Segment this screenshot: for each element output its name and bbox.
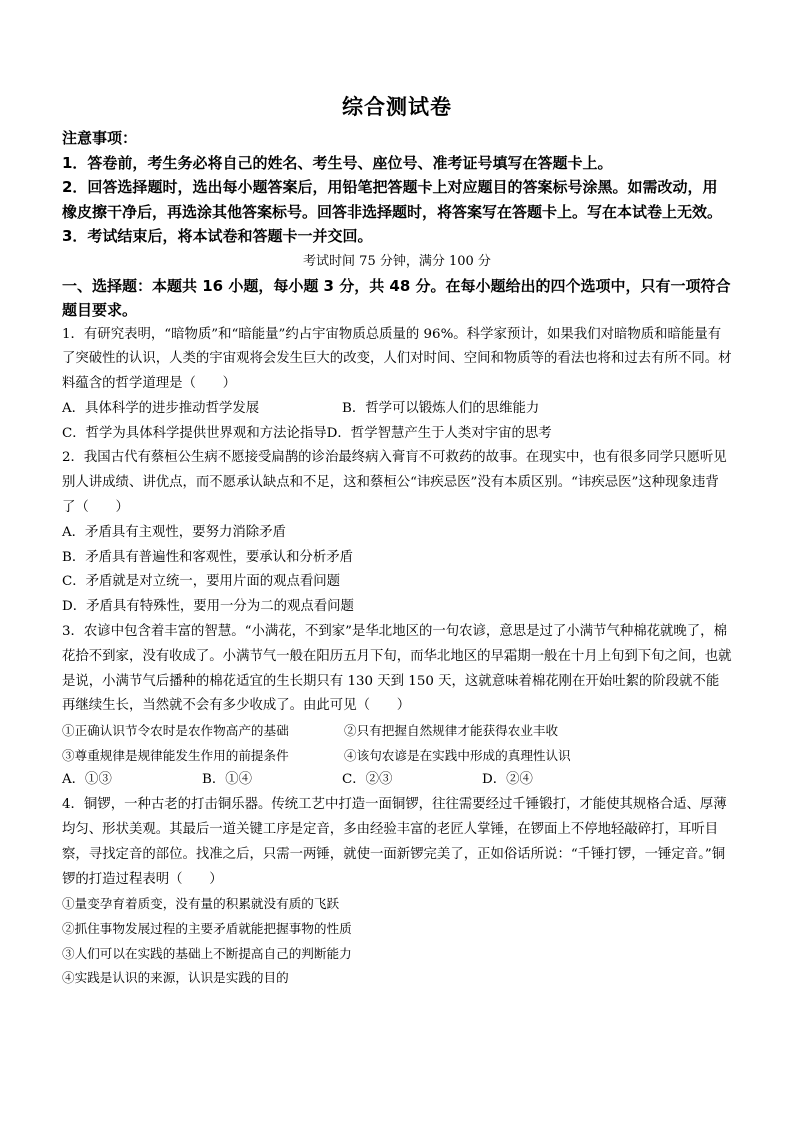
statement-3: ③尊重规律是规律能发生作用的前提条件 bbox=[62, 747, 289, 763]
option-c: C．哲学为具体科学提供世界观和方法论指导 bbox=[62, 425, 327, 441]
option-c: C．②③ bbox=[342, 772, 393, 788]
exam-page bbox=[62, 92, 732, 991]
option-d: D．矛盾具有特殊性，要用一分为二的观点看问题 bbox=[62, 599, 354, 615]
question-stem: 3．农谚中包含着丰富的智慧。“小满花，不到家”是华北地区的一句农谚，意思是过了小满节气种棉花就晚了，棉花拾不到家，没有收成了。小满节气一般在阳历五月下旬，而华北地区的早霜期一般在十月上旬到下旬之间，也就是说，小满节气后播种的棉花适宜的生长期只有 130 天到 150 天，这就意味着棉花刚在开始吐絮的阶段就不能再继续生长，当然就不会有多少收成了。由此可见（ ） bbox=[62, 624, 732, 714]
notice-section bbox=[62, 126, 732, 249]
option-row bbox=[62, 768, 732, 793]
option-a: A．具体科学的进步推动哲学发展 bbox=[62, 400, 260, 416]
question-1 bbox=[62, 323, 732, 447]
option-d: D．②④ bbox=[482, 772, 533, 788]
statement-4: ④实践是认识的来源，认识是实践的目的 bbox=[62, 970, 289, 986]
question-stem: 2．我国古代有蔡桓公生病不愿接受扁鹊的诊治最终病入膏肓不可救药的故事。在现实中，也有很多同学只愿听见别人讲成绩、讲优点，而不愿承认缺点和不足，这和蔡桓公“讳疾忌医”没有本质区别。“讳疾忌医”这种现象违背了（ ） bbox=[62, 450, 727, 516]
question-stem: 4．铜锣，一种古老的打击铜乐器。传统工艺中打造一面铜锣，往往需要经过千锤锻打，才能使其规格合适、厚薄均匀、形状美观。其最后一道关键工序是定音，多由经验丰富的老匠人掌锤，在锣面上不停地轻敲碎打，耳听目察，寻找定音的部位。找准之后，只需一两锤，就使一面新锣完美了，正如俗话所说：“千锤打锣，一锤定音。”铜锣的打造过程表明（ ） bbox=[62, 797, 727, 887]
question-4 bbox=[62, 793, 732, 991]
section-heading: 一、选择题：本题共 16 小题，每小题 3 分，共 48 分。在每小题给出的四个选项中，只有一项符合题目要求。 bbox=[62, 276, 731, 319]
option-row bbox=[62, 422, 732, 447]
page-title: 综合测试卷 bbox=[342, 95, 452, 119]
option-b: B．①④ bbox=[202, 772, 253, 788]
question-3 bbox=[62, 620, 732, 793]
statement-row bbox=[62, 744, 732, 769]
option-b: B．矛盾具有普遍性和客观性，要承认和分析矛盾 bbox=[62, 549, 354, 565]
statement-2: ②只有把握自然规律才能获得农业丰收 bbox=[344, 723, 559, 739]
option-a: A．①③ bbox=[62, 772, 112, 788]
statement-3: ③人们可以在实践的基础上不断提高自己的判断能力 bbox=[62, 945, 352, 961]
exam-info: 考试时间 75 分钟，满分 100 分 bbox=[303, 253, 491, 269]
notice-heading: 注意事项： bbox=[62, 129, 138, 147]
notice-item: 1．答卷前，考生务必将自己的姓名、考生号、座位号、准考证号填写在答题卡上。 bbox=[62, 153, 613, 172]
statement-1: ①正确认识节令农时是农作物高产的基础 bbox=[62, 723, 289, 739]
statement-1: ①量变孕育着质变，没有量的积累就没有质的飞跃 bbox=[62, 896, 340, 912]
statement-row bbox=[62, 719, 732, 744]
notice-item: 2．回答选择题时，选出每小题答案后，用铅笔把答题卡上对应题目的答案标号涂黑。如需改动，用橡皮擦干净后，再选涂其他答案标号。回答非选择题时，将答案写在答题卡上。写在本试卷上无效。 bbox=[62, 178, 723, 221]
notice-item: 3．考试结束后，将本试卷和答题卡一并交回。 bbox=[62, 227, 373, 245]
option-row bbox=[62, 397, 732, 422]
option-d: D．哲学智慧产生于人类对宇宙的思考 bbox=[326, 425, 552, 441]
option-b: B．哲学可以锻炼人们的思维能力 bbox=[342, 400, 540, 416]
option-c: C．矛盾就是对立统一，要用片面的观点看问题 bbox=[62, 574, 341, 590]
question-2 bbox=[62, 446, 732, 620]
option-a: A．矛盾具有主观性，要努力消除矛盾 bbox=[62, 524, 286, 540]
question-stem: 1．有研究表明，“暗物质”和“暗能量”约占宇宙物质总质量的 96%。科学家预计，如果我们对暗物质和暗能量有了突破性的认识，人类的宇宙观将会发生巨大的改变，人们对时间、空间和物质等的看法也将和过去有所不同。材料蕴含的哲学道理是（ ） bbox=[62, 326, 732, 392]
statement-2: ②抓住事物发展过程的主要矛盾就能把握事物的性质 bbox=[62, 921, 352, 937]
statement-4: ④该句农谚是在实践中形成的真理性认识 bbox=[344, 747, 571, 763]
